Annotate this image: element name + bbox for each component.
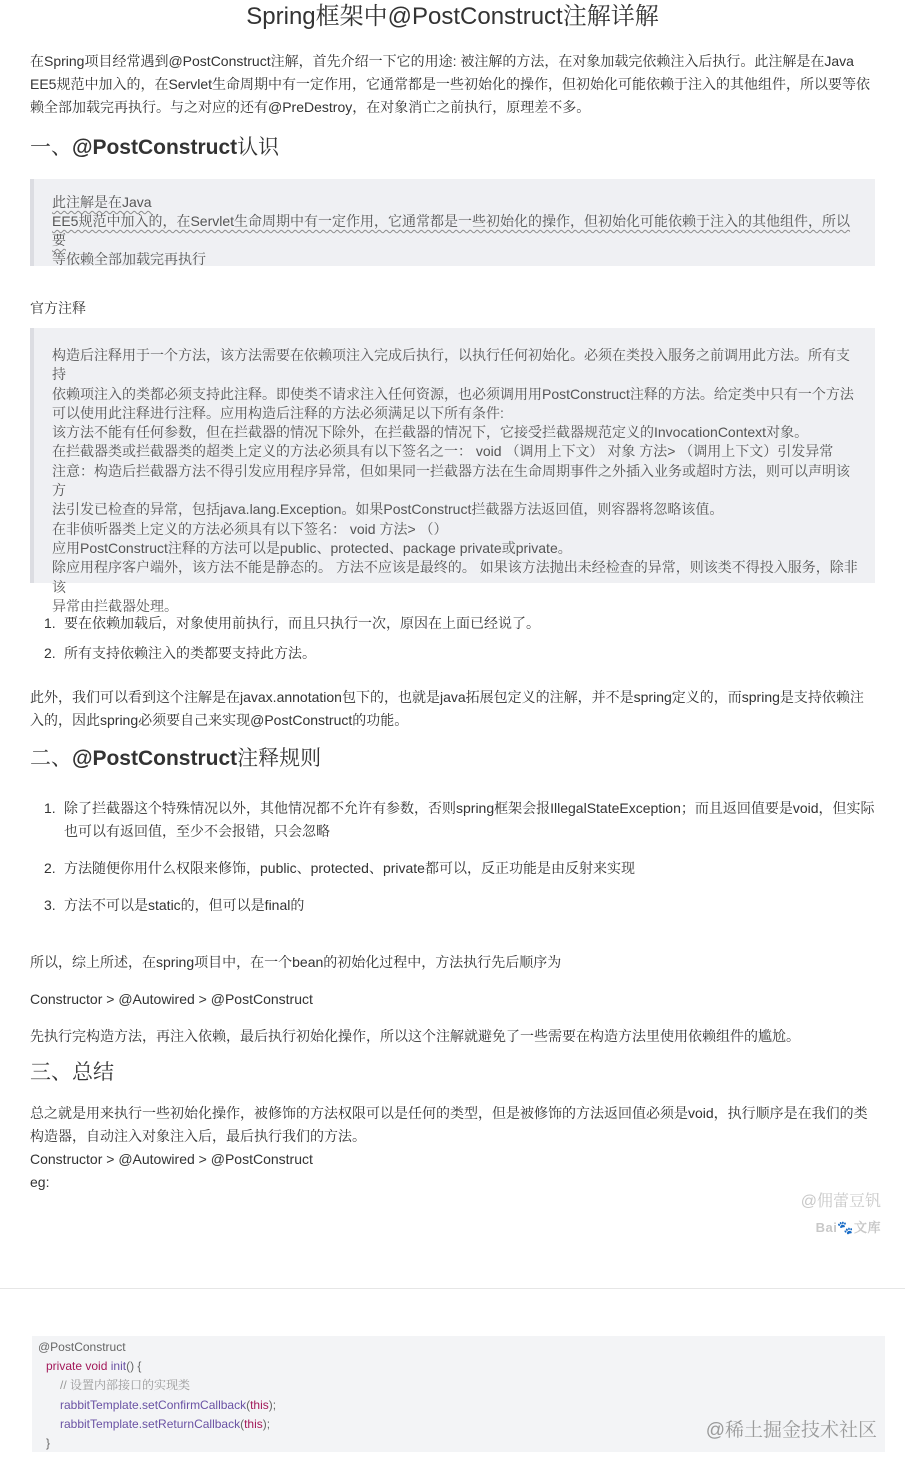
divider <box>0 1288 905 1289</box>
intro-paragraph: 在Spring项目经常遇到@PostConstruct注解，首先介绍一下它的用途: 被注解的方法，在对象加载完依赖注入后执行。此注解是在Java EE5规范中加入的，在Servlet生命周期中有一定作用，它通常都是一些初始化的操作，但初始化可能依赖于注入的其他组件，所以要等依赖全部加载完再执行。与之对应的还有@PreDestroy，在对象消亡之前执行，原理差不多。 <box>30 53 871 115</box>
quote-line: 异常由拦截器处理。 <box>52 597 178 614</box>
page-title: Spring框架中@PostConstruct注解详解 <box>246 3 659 30</box>
quote-line: 在拦截器类或拦截器类的超类上定义的方法必须具有以下签名之一： void （调用上下文） 对象 方法> （调用上下文）引发异常 <box>52 443 834 460</box>
code-line: rabbitTemplate.setReturnCallback(this); <box>60 1416 271 1431</box>
section2-heading: 二、@PostConstruct注释规则 <box>30 747 322 770</box>
quote-line: EE5规范中加入的，在Servlet生命周期中有一定作用，它通常都是一些初始化的操作，但初始化可能依赖于注入的其他组件，所以要 <box>52 213 851 248</box>
author-watermark: @佣蕾豆钒 <box>800 1193 881 1210</box>
javax-paragraph: 此外，我们可以看到这个注解是在javax.annotation包下的，也就是java拓展包定义的注解，并不是spring定义的，而spring是支持依赖注入的，因此spring必须要自己来实现@PostConstruct的功能。 <box>30 689 864 728</box>
official-comment-blockquote <box>30 328 875 614</box>
quote-line: 此注解是在Java <box>52 194 152 210</box>
quote-line: 除应用程序客户端外，该方法不能是静态的。 方法不应该是最终的。 如果该方法抛出未经检查的异常，则该类不得投入服务，除非该 <box>52 559 858 595</box>
list-item: 1. 要在依赖加载后，对象使用前执行，而且只执行一次，原因在上面已经说了。 <box>44 615 540 631</box>
quote-line: 在非侦听器类上定义的方法必须具有以下签名： void 方法> （） <box>52 520 448 537</box>
quote-line: 法引发已检查的异常，包括java.lang.Exception。如果PostConstruct拦截器方法返回值，则容器将忽略该值。 <box>52 501 724 518</box>
code-comment: // 设置内部接口的实现类 <box>60 1378 191 1393</box>
quote-line: 可以使用此注释进行注释。应用构造后注释的方法必须满足以下所有条件: <box>52 404 504 421</box>
summary-paragraph: 所以，综上所述，在spring项目中，在一个bean的初始化过程中，方法执行先后顺序为 <box>30 954 562 970</box>
conclusion-paragraph: 总之就是用来执行一些初始化操作，被修饰的方法权限可以是任何的类型，但是被修饰的方法返回值必须是void，执行顺序是在我们的类构造器，自动注入对象注入后，最后执行我们的方法。 <box>30 1105 868 1144</box>
quote-line: 等依赖全部加载完再执行 <box>52 251 206 267</box>
section1-list <box>44 612 875 665</box>
eg-label: eg: <box>30 1174 50 1190</box>
note-blockquote <box>30 179 875 266</box>
section1-heading: 一、@PostConstruct认识 <box>30 136 280 159</box>
code-line: private void init() { <box>46 1359 142 1374</box>
quote-line: 依赖项注入的类都必须支持此注释。即使类不请求注入任何资源，也必须调用用PostConstruct注释的方法。给定类中只有一个方法 <box>52 385 854 402</box>
order-line: Constructor > @Autowired > @PostConstruct <box>30 991 313 1007</box>
code-line: } <box>46 1436 51 1451</box>
code-line: @PostConstruct <box>38 1340 126 1354</box>
explanation-paragraph: 先执行完构造方法，再注入依赖，最后执行初始化操作，所以这个注解就避免了一些需要在构造方法里使用依赖组件的尴尬。 <box>30 1028 800 1044</box>
order-line: Constructor > @Autowired > @PostConstruct <box>30 1151 313 1167</box>
list-item: 2. 方法随便你用什么权限来修饰，public、protected、private都可以，反正功能是由反射来实现 <box>44 860 635 876</box>
quote-line: 该方法不能有任何参数，但在拦截器的情况下除外，在拦截器的情况下，它接受拦截器规范定义的InvocationContext对象。 <box>52 424 809 441</box>
list-item: 3. 方法不可以是static的，但可以是final的 <box>44 897 305 913</box>
section3-heading: 三、总结 <box>30 1061 114 1084</box>
juejin-watermark: @稀土掘金技术社区 <box>705 1420 877 1441</box>
quote-line: 应用PostConstruct注释的方法可以是public、protected、package private或private。 <box>52 539 572 556</box>
list-item: 2. 所有支持依赖注入的类都要支持此方法。 <box>44 645 316 661</box>
baidu-wenku-logo: Bai🐾文库 <box>815 1220 881 1235</box>
quote-line: 构造后注释用于一个方法，该方法需要在依赖项注入完成后执行，以执行任何初始化。必须在类投入服务之前调用此方法。所有支持 <box>52 347 850 383</box>
section2-list <box>44 797 875 917</box>
code-line: rabbitTemplate.setConfirmCallback(this); <box>60 1397 277 1412</box>
quote-line: 注意：构造后拦截器方法不得引发应用程序异常，但如果同一拦截器方法在生命周期事件之外插入业务或超时方法，则可以声明该方 <box>52 462 850 499</box>
official-comment-label: 官方注释 <box>30 300 86 316</box>
list-item: 1. 除了拦截器这个特殊情况以外，其他情况都不允许有参数，否则spring框架会报IllegalStateException；而且返回值要是void，但实际也可以有返回值，至少不会报错，只会忽略 <box>44 800 875 839</box>
